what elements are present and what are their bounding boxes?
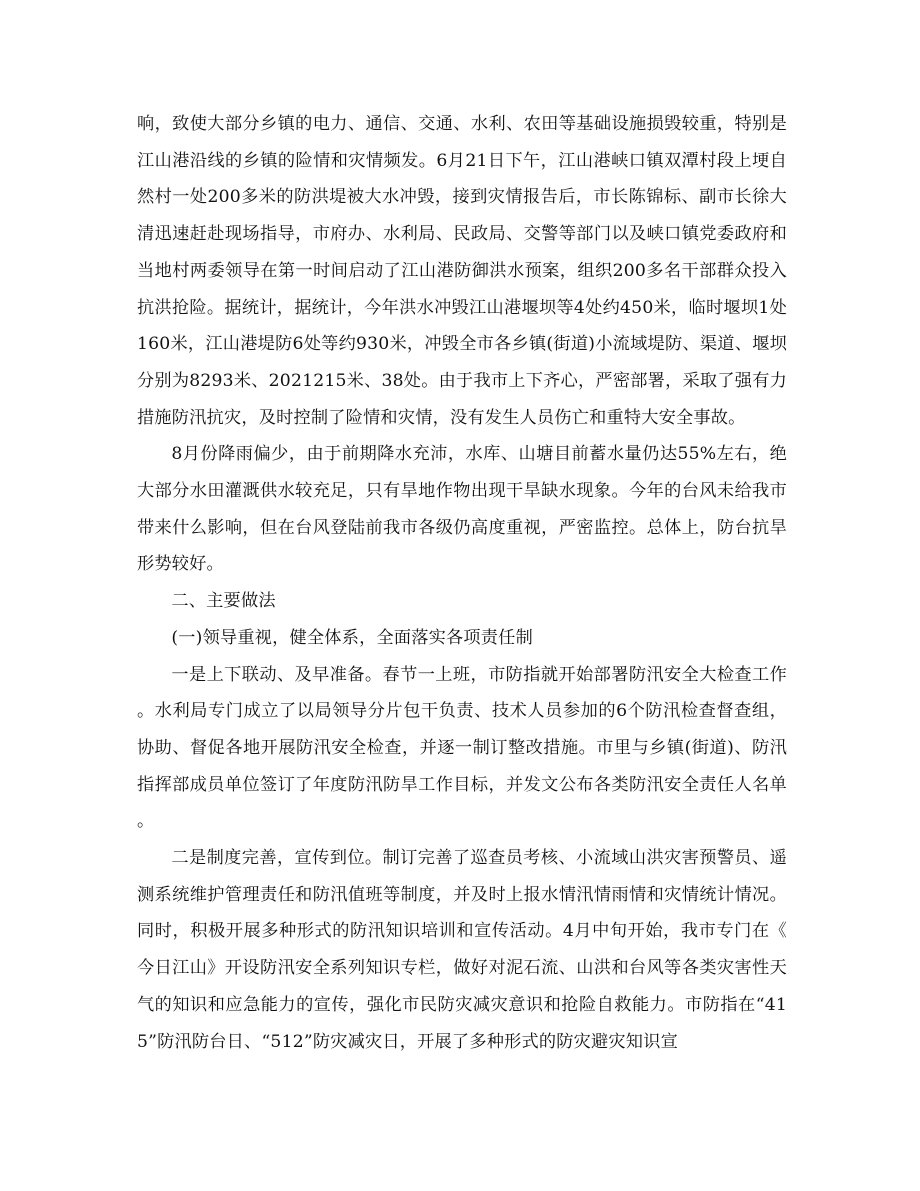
section-heading-main-practices: 二、主要做法 bbox=[171, 591, 276, 612]
document-page bbox=[137, 106, 787, 1060]
subsection-heading-leadership: (一)领导重视，健全体系，全面落实各项责任制 bbox=[171, 627, 533, 648]
paragraph-flood-damage: 响，致使大部分乡镇的电力、通信、交通、水利、农田等基础设施损毁较重，特别是江山港沿线的乡镇的险情和灾情频发。6月21日下午，江山港峡口镇双潭村段上埂自然村一处200多米的防洪堤被大水冲毁，接到灾情报告后，市长陈锦标、副市长徐大清迅速赶赴现场指导，市府办、水利局、民政局、交警等部门以及峡口镇党委政府和当地村两委领导在第一时间启动了江山港防御洪水预案，组织200多名干部群众投入抗洪抢险。据统计，据统计，今年洪水冲毁江山港堰坝等4处约450米，临时堰坝1处160米，江山港堤防6处等约930米，冲毁全市各乡镇(街道)小流域堤防、渠道、堰坝分别为8293米、2021215米、38处。由于我市上下齐心，严密部署，采取了强有力措施防汛抗灾，及时控制了险情和灾情，没有发生人员伤亡和重特大安全事故。 bbox=[137, 114, 787, 428]
paragraph-august-rainfall: 8月份降雨偏少，由于前期降水充沛，水库、山塘目前蓄水量仍达55%左右，绝大部分水田灌溉供水较充足，只有旱地作物出现干旱缺水现象。今年的台风未给我市带来什么影响，但在台风登陆前我市各级仍高度重视，严密监控。总体上，防台抗旱形势较好。 bbox=[137, 444, 787, 575]
paragraph-system-publicity: 二是制度完善，宣传到位。制订完善了巡查员考核、小流域山洪灾害预警员、遥测系统维护管理责任和防汛值班等制度，并及时上报水情汛情雨情和灾情统计情况。同时，积极开展多种形式的防汛知识培训和宣传活动。4月中旬开始，我市专门在《今日江山》开设防汛安全系列知识专栏，做好对泥石流、山洪和台风等各类灾害性天气的知识和应急能力的宣传，强化市民防灾减灾意识和抢险自救能力。市防指在“415”防汛防台日、“512”防灾减灾日，开展了多种形式的防灾避灾知识宣 bbox=[137, 848, 787, 1052]
paragraph-early-preparation: 一是上下联动、及早准备。春节一上班，市防指就开始部署防汛安全大检查工作。水利局专门成立了以局领导分片包干负责、技术人员参加的6个防汛检查督查组，协助、督促各地开展防汛安全检查，并逐一制订整改措施。市里与乡镇(街道)、防汛指挥部成员单位签订了年度防汛防旱工作目标，并发文公布各类防汛安全责任人名单。 bbox=[137, 664, 787, 832]
